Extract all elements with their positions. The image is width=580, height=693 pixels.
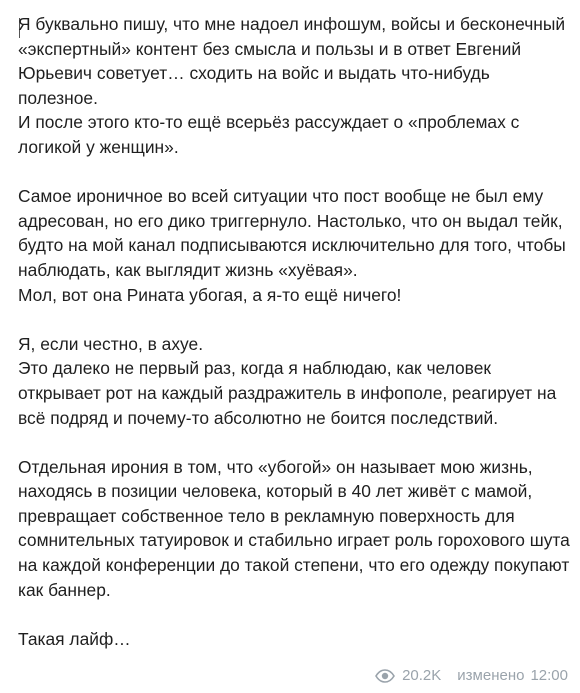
views-count: 20.2K	[402, 667, 442, 684]
message-paragraph-2: Самое ироничное во всей ситуации что пост вообще не был ему адресован, но его дико триггернуло. Настолько, что он выдал тейк, будто на мой канал подписываются исключительно для того, чтобы наблюдать, как выглядит жизнь «хуёвая». Мол, вот она Рината убогая, а я-то ещё ничего!	[18, 186, 566, 305]
message-meta	[375, 667, 568, 684]
message-paragraph-5: Такая лайф…	[18, 628, 131, 649]
edited-label: изменено	[457, 667, 525, 684]
message-paragraph-4: Отдельная ирония в том, что «убогой» он называет мою жизнь, находясь в позиции человека, который в 40 лет живёт с мамой, превращает собственное тело в рекламную поверхность для сомнительных татуировок и стабильно играет роль горохового шута на каждой конференции до такой степени, что его одежду покупают как баннер.	[18, 456, 570, 600]
message-body	[18, 12, 574, 651]
message-paragraph-1: Я буквально пишу, что мне надоел инфошум, войсы и бесконечный «экспертный» контент без смысла и пользы и в ответ Евгений Юрьевич советует… сходить на войс и выдать что-нибудь полезное. И после этого кто-то ещё всерьёз рассуждает о «проблемах с логикой у женщин».	[18, 14, 566, 157]
message-paragraph-3: Я, если честно, в ахуе. Это далеко не первый раз, когда я наблюдаю, как человек открывает рот на каждый раздражитель в инфополе, реагирует на всё подряд и почему-то абсолютно не боится последствий.	[18, 333, 557, 428]
message-time: 12:00	[530, 667, 568, 684]
eye-icon	[375, 669, 395, 683]
